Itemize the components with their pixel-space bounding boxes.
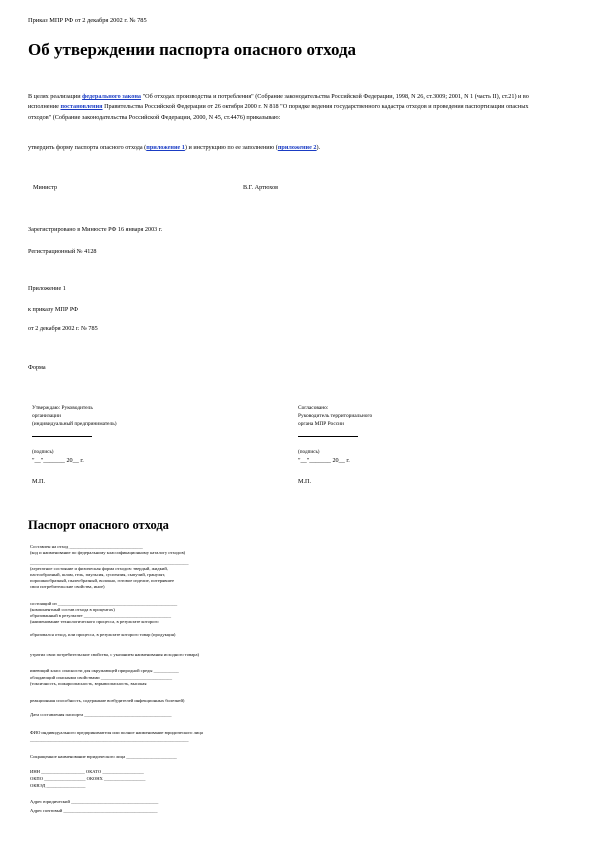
page-title: Об утверждении паспорта опасного отхода: [28, 40, 357, 59]
federal-law-link[interactable]: федерального закона: [82, 93, 142, 100]
stamp-place-right: М.П.: [298, 478, 312, 485]
date-line: "__"_______ 20__ г.: [32, 456, 84, 464]
field-line: реакционная способность, содержание возбудителей инфекционных болезней): [30, 698, 185, 703]
field-line: ФИО индивидуального предпринимателя или полное наименование юридического лица: [30, 730, 203, 735]
approve-right-line3: органа МПР России: [298, 421, 344, 427]
field-line: Адрес почтовый _________________________________________: [30, 808, 158, 813]
field-line: Составлен на отход ________________________________: [30, 544, 143, 549]
date-block-right: [298, 450, 350, 465]
approve-right-line2: Руководитель территориального: [298, 413, 373, 419]
appendix-order: к приказу МПР РФ: [28, 306, 79, 313]
date-line: "__"_______ 20__ г.: [298, 456, 350, 464]
form-label: Форма: [28, 364, 46, 371]
passport-title: Паспорт опасного отхода: [28, 518, 169, 532]
field-line: (код и наименование по федеральному классификационному каталогу отходов): [30, 550, 186, 555]
header-reference: Приказ МПР РФ от 2 декабря 2002 г. № 785: [28, 17, 147, 24]
appendix-1-link[interactable]: приложение 1: [146, 144, 185, 151]
signature-line: [32, 436, 92, 437]
field-line: Сокращенное наименование юридического лица ______________________: [30, 754, 177, 759]
order-text: ).: [316, 144, 321, 151]
field-line: _____________________________________________________________________: [30, 560, 189, 565]
field-line: имеющий класс опасности для окружающей природной среды ___________: [30, 668, 179, 673]
stamp-place-left: М.П.: [32, 478, 46, 485]
signature-caption: (подпись): [298, 449, 320, 455]
field-line: (агрегатное состояние и физическая форма отходов: твердый, жидкий,: [30, 566, 168, 571]
field-line: ИНН ___________________ ОКАТО __________________: [30, 769, 144, 774]
field-line: свои потребительские свойства, иное): [30, 584, 105, 589]
approve-left-line3: (индивидуальный предприниматель): [32, 421, 117, 427]
field-line: утратил свои потребительские свойства, с указанием наименования исходного товара): [30, 652, 200, 657]
registration-number: Регистрационный № 4128: [28, 248, 97, 255]
appendix-label: Приложение 1: [28, 285, 66, 292]
order-text: ) и инструкцию по ее заполнению (: [184, 144, 278, 151]
field-line: порошкообразный, пылеобразный, волокно, готовое изделие, потерявшее: [30, 578, 174, 583]
approve-right-line1: Согласовано:: [298, 405, 329, 411]
field-line: ОКВЭД _________________: [30, 783, 86, 788]
preamble-text: "Об отходах производства и потребления" (Собрание законодательства Российской Федерации, 1998, N 26, ст.3009; 2001, N 1 (часть II), ст.21) и во исполнение: [28, 93, 529, 111]
field-line: Адрес юридический ______________________________________: [30, 799, 159, 804]
preamble-text: В целях реализации: [28, 93, 83, 100]
field-line: (компонентный состав отхода в процентах): [30, 607, 115, 612]
order-paragraph: [28, 142, 320, 153]
preamble-text: Правительства Российской Федерации от 26 октября 2000 г. N 818 "О порядке ведения государственного кадастра отходов и проведения паспортизации опасных отходов" (Собрание законодательства Российской Федерации, 2000, N 45, ст.4476) приказываю:: [28, 103, 529, 121]
field-line: обладающий опасными свойствами _______________________________: [30, 675, 172, 680]
signature-line: [298, 436, 358, 437]
appendix-2-link[interactable]: приложение 2: [277, 144, 317, 151]
signatory-name: В.Г. Артюхов: [243, 184, 279, 191]
field-line: Дата составления паспорта ______________________________________: [30, 712, 172, 717]
approve-block-left: [32, 404, 117, 437]
field-line: (наименование технологического процесса, в результате которого: [30, 619, 159, 624]
approve-block-right: [298, 404, 372, 437]
field-line: пастообразный, шлам, гель, эмульсия, суспензия, сыпучий, гранулят,: [30, 572, 166, 577]
field-line: образовался отход, или процесса, в результате которого товар (продукция): [30, 632, 176, 637]
field-line: образованный в результате ______________________________________: [30, 613, 172, 618]
preamble-paragraph: [28, 92, 548, 123]
approve-left-line1: Утверждаю: Руководитель: [32, 405, 93, 411]
field-line: состоящий из ____________________________________________________: [30, 601, 178, 606]
registration-line: Зарегистрировано в Минюсте РФ 16 января 2003 г.: [28, 226, 163, 233]
approve-left-line2: организации: [32, 413, 61, 419]
order-text: утвердить форму паспорта опасного отхода (: [28, 144, 147, 151]
field-line: (токсичность, пожароопасность, взрывоопасность, высокая: [30, 681, 147, 686]
appendix-date: от 2 декабря 2002 г. № 785: [28, 325, 98, 332]
resolution-link[interactable]: постановления: [60, 103, 103, 111]
field-line: ОКПО __________________ ОКОНХ __________________: [30, 776, 146, 781]
field-line: _____________________________________________________________________: [30, 737, 189, 742]
signature-caption: (подпись): [32, 449, 54, 455]
signatory-role: Министр: [33, 184, 58, 191]
date-block-left: [32, 450, 84, 465]
